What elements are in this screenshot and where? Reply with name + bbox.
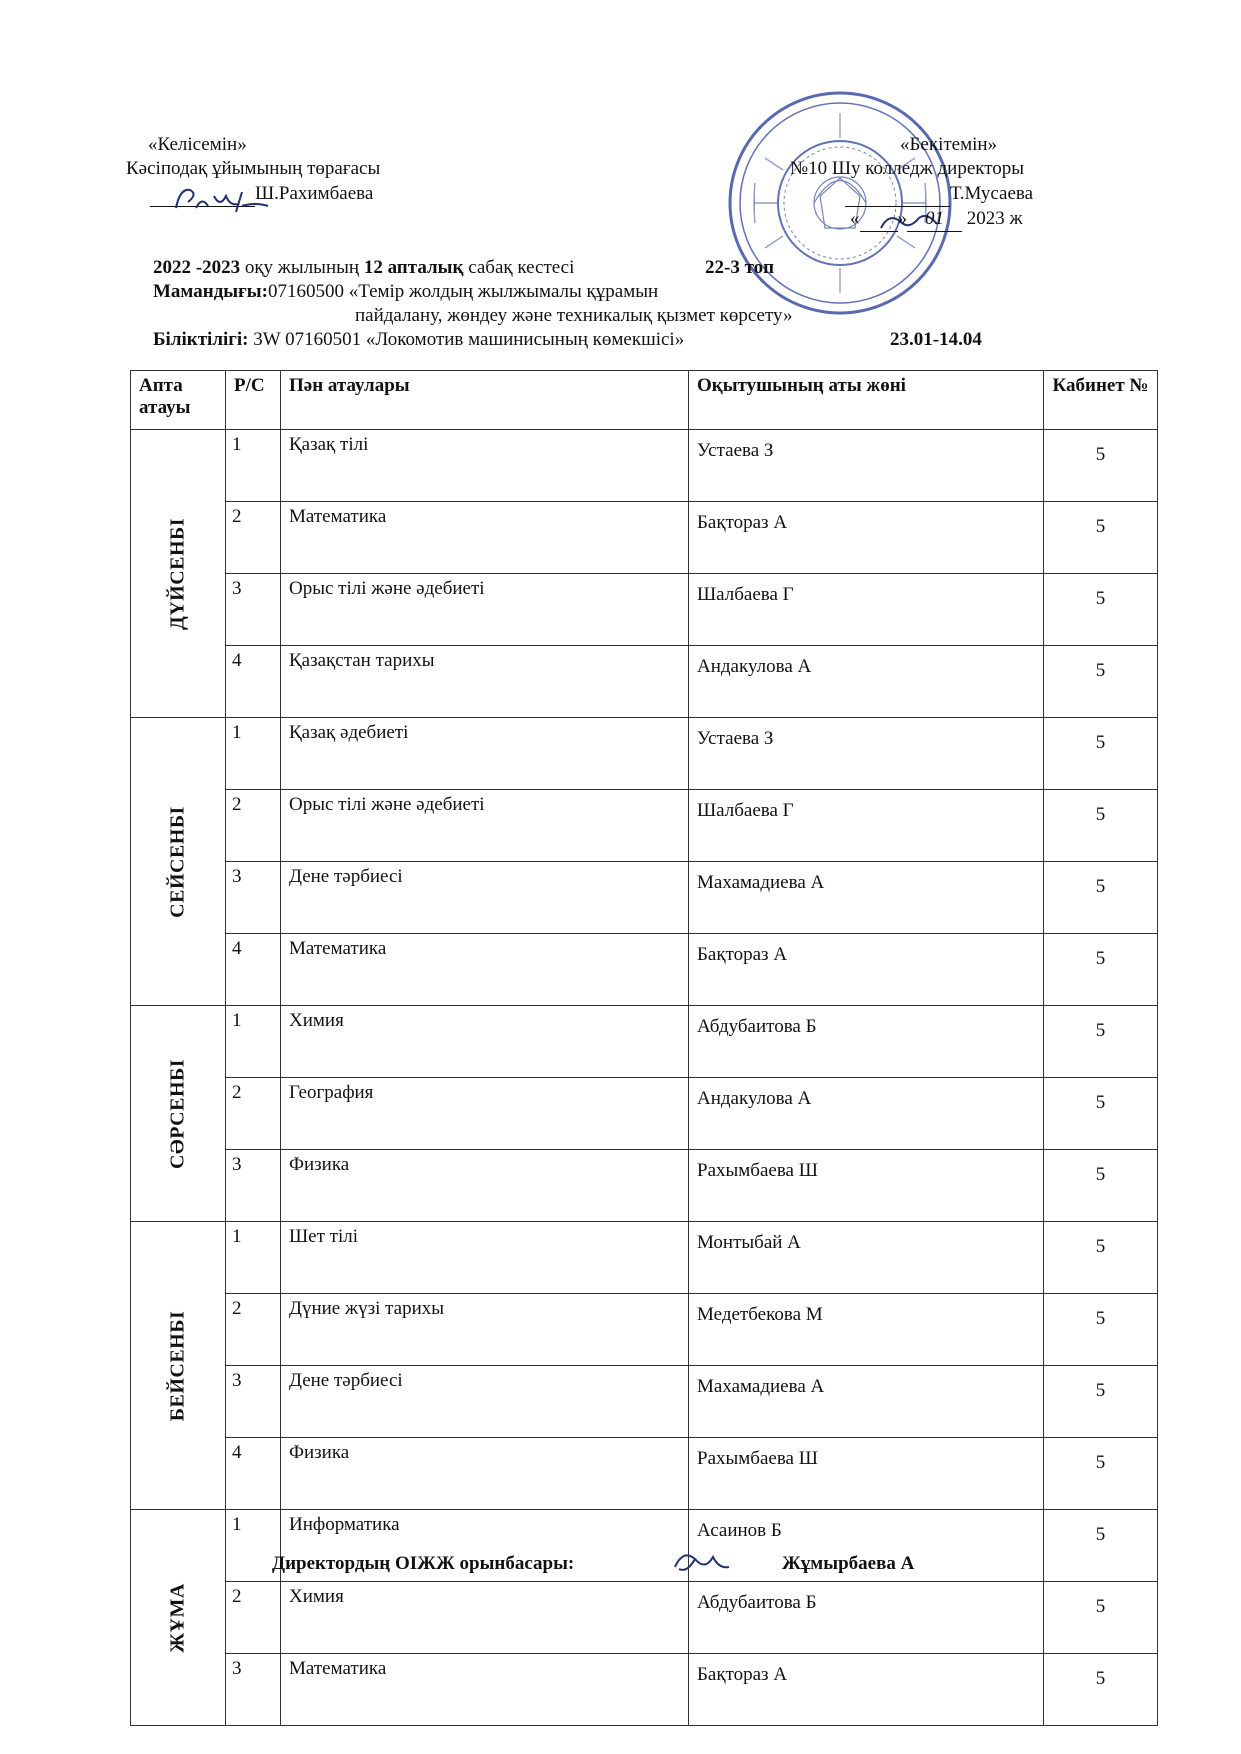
schedule-title bbox=[153, 256, 574, 280]
title-text-1: оқу жылының bbox=[240, 257, 364, 278]
schedule-period: 23.01-14.04 bbox=[890, 329, 982, 350]
subject-name: Дене тәрбиесі bbox=[281, 862, 689, 934]
lesson-number: 4 bbox=[226, 1438, 281, 1510]
day-cell bbox=[131, 1510, 226, 1726]
subject-name: Физика bbox=[281, 1438, 689, 1510]
approved-label: «Бекітемін» bbox=[900, 134, 998, 155]
table-row bbox=[131, 646, 1158, 718]
lesson-number: 2 bbox=[226, 1078, 281, 1150]
deputy-director-name: Жұмырбаева А bbox=[782, 1553, 915, 1574]
table-row bbox=[131, 1366, 1158, 1438]
director-role: №10 Шу колледж директоры bbox=[790, 158, 1025, 179]
teacher-name: Устаева З bbox=[689, 718, 1044, 790]
teacher-name: Бақтораз А bbox=[689, 1654, 1044, 1726]
teacher-name: Андакулова А bbox=[689, 1078, 1044, 1150]
teacher-name: Медетбекова М bbox=[689, 1294, 1044, 1366]
teacher-name: Андакулова А bbox=[689, 646, 1044, 718]
union-chair-name: Ш.Рахимбаева bbox=[255, 183, 374, 204]
room-number: 5 bbox=[1044, 502, 1158, 574]
day-name: БЕЙСЕНБІ bbox=[166, 1310, 189, 1421]
header-room: Кабинет № bbox=[1044, 371, 1158, 430]
day-name: СЕЙСЕНБІ bbox=[166, 805, 189, 918]
day-name: СӘРСЕНБІ bbox=[166, 1058, 189, 1169]
subject-name: Қазақстан тарихы bbox=[281, 646, 689, 718]
date-close-quote: » bbox=[897, 208, 907, 229]
teacher-name: Монтыбай А bbox=[689, 1222, 1044, 1294]
table-row bbox=[131, 1150, 1158, 1222]
teacher-name: Абдубаитова Б bbox=[689, 1006, 1044, 1078]
table-row bbox=[131, 502, 1158, 574]
table-row bbox=[131, 1078, 1158, 1150]
room-number: 5 bbox=[1044, 430, 1158, 502]
director-name: Т.Мусаева bbox=[950, 183, 1034, 204]
qualification-line bbox=[153, 328, 684, 352]
room-number: 5 bbox=[1044, 790, 1158, 862]
subject-name: Химия bbox=[281, 1006, 689, 1078]
lesson-number: 3 bbox=[226, 1654, 281, 1726]
day-blank bbox=[860, 207, 898, 232]
teacher-name: Бақтораз А bbox=[689, 502, 1044, 574]
deputy-director-role: Директордың ОІЖЖ орынбасары: bbox=[272, 1553, 575, 1574]
table-row bbox=[131, 430, 1158, 502]
table-row bbox=[131, 1438, 1158, 1510]
day-name: ЖҰМА bbox=[166, 1582, 189, 1653]
subject-name: Физика bbox=[281, 1150, 689, 1222]
schedule-table bbox=[130, 370, 1158, 1726]
room-number: 5 bbox=[1044, 862, 1158, 934]
subject-name: Қазақ тілі bbox=[281, 430, 689, 502]
table-row bbox=[131, 1294, 1158, 1366]
date-year: 2023 ж bbox=[966, 208, 1023, 229]
table-row bbox=[131, 574, 1158, 646]
lesson-number: 2 bbox=[226, 1294, 281, 1366]
union-chair-signature bbox=[168, 182, 278, 216]
room-number: 5 bbox=[1044, 1654, 1158, 1726]
specialty-value-cont: пайдалану, жөндеу және техникалық қызмет көрсету» bbox=[355, 305, 793, 326]
room-number: 5 bbox=[1044, 1006, 1158, 1078]
subject-name: Математика bbox=[281, 502, 689, 574]
teacher-name: Рахымбаева Ш bbox=[689, 1438, 1044, 1510]
table-row bbox=[131, 934, 1158, 1006]
specialty-line bbox=[153, 280, 658, 304]
lesson-number: 3 bbox=[226, 862, 281, 934]
table-row bbox=[131, 790, 1158, 862]
room-number: 5 bbox=[1044, 1150, 1158, 1222]
room-number: 5 bbox=[1044, 1438, 1158, 1510]
lesson-number: 2 bbox=[226, 502, 281, 574]
group-label: 22-3 топ bbox=[705, 257, 775, 278]
table-row bbox=[131, 718, 1158, 790]
lesson-number: 1 bbox=[226, 1006, 281, 1078]
header-subject: Пән атаулары bbox=[281, 371, 689, 430]
teacher-name: Бақтораз А bbox=[689, 934, 1044, 1006]
day-cell bbox=[131, 1222, 226, 1510]
date-open-quote: « bbox=[850, 208, 860, 229]
lesson-number: 2 bbox=[226, 790, 281, 862]
subject-name: Орыс тілі және әдебиеті bbox=[281, 790, 689, 862]
lesson-number: 4 bbox=[226, 934, 281, 1006]
lesson-number: 1 bbox=[226, 1222, 281, 1294]
room-number: 5 bbox=[1044, 646, 1158, 718]
subject-name: Шет тілі bbox=[281, 1222, 689, 1294]
deputy-director-signature bbox=[665, 1545, 735, 1579]
specialty-value: 07160500 «Темір жолдың жылжымалы құрамын bbox=[267, 281, 659, 302]
teacher-name: Устаева З bbox=[689, 430, 1044, 502]
header-teacher: Оқытушының аты жөні bbox=[689, 371, 1044, 430]
date-month: 01 bbox=[907, 207, 962, 232]
room-number: 5 bbox=[1044, 574, 1158, 646]
room-number: 5 bbox=[1044, 718, 1158, 790]
subject-name: Дене тәрбиесі bbox=[281, 1366, 689, 1438]
subject-name: Информатика bbox=[281, 1510, 689, 1582]
qualification-value: 3W 07160501 «Локомотив машинисының көмекшісі» bbox=[248, 329, 685, 350]
subject-name: Орыс тілі және әдебиеті bbox=[281, 574, 689, 646]
teacher-name: Махамадиева А bbox=[689, 1366, 1044, 1438]
subject-name: География bbox=[281, 1078, 689, 1150]
lesson-number: 2 bbox=[226, 1582, 281, 1654]
table-row bbox=[131, 862, 1158, 934]
academic-years: 2022 -2023 bbox=[153, 257, 241, 278]
subject-name: Математика bbox=[281, 934, 689, 1006]
subject-name: Қазақ әдебиеті bbox=[281, 718, 689, 790]
header-number: Р/С bbox=[226, 371, 281, 430]
table-row bbox=[131, 1582, 1158, 1654]
weeks-count: 12 апталық bbox=[363, 257, 464, 278]
table-row bbox=[131, 1222, 1158, 1294]
table-row bbox=[131, 1006, 1158, 1078]
room-number: 5 bbox=[1044, 1582, 1158, 1654]
signature-underline bbox=[845, 182, 950, 207]
specialty-label: Мамандығы: bbox=[153, 281, 268, 302]
lesson-number: 3 bbox=[226, 1150, 281, 1222]
day-cell bbox=[131, 430, 226, 718]
subject-name: Дүние жүзі тарихы bbox=[281, 1294, 689, 1366]
teacher-name: Рахымбаева Ш bbox=[689, 1150, 1044, 1222]
room-number: 5 bbox=[1044, 1510, 1158, 1582]
teacher-name: Шалбаева Г bbox=[689, 790, 1044, 862]
header-day: Апта атауы bbox=[131, 371, 226, 430]
lesson-number: 1 bbox=[226, 1510, 281, 1582]
lesson-number: 3 bbox=[226, 574, 281, 646]
title-text-2: сабақ кестесі bbox=[463, 257, 575, 278]
schedule-body bbox=[131, 430, 1158, 1726]
day-cell bbox=[131, 1006, 226, 1222]
subject-name: Химия bbox=[281, 1582, 689, 1654]
qualification-label: Біліктілігі: bbox=[153, 329, 249, 350]
director-signature-line bbox=[845, 182, 1033, 207]
lesson-number: 1 bbox=[226, 430, 281, 502]
lesson-number: 4 bbox=[226, 646, 281, 718]
teacher-name: Абдубаитова Б bbox=[689, 1582, 1044, 1654]
room-number: 5 bbox=[1044, 1222, 1158, 1294]
table-header-row bbox=[131, 371, 1158, 430]
teacher-name: Махамадиева А bbox=[689, 862, 1044, 934]
teacher-name: Шалбаева Г bbox=[689, 574, 1044, 646]
room-number: 5 bbox=[1044, 1294, 1158, 1366]
union-chair-role: Кәсіподақ ұйымының төрағасы bbox=[126, 158, 381, 179]
teacher-name: Асаинов Б bbox=[689, 1510, 1044, 1582]
day-cell bbox=[131, 718, 226, 1006]
room-number: 5 bbox=[1044, 1366, 1158, 1438]
lesson-number: 1 bbox=[226, 718, 281, 790]
table-row bbox=[131, 1654, 1158, 1726]
room-number: 5 bbox=[1044, 934, 1158, 1006]
day-name: ДҮЙСЕНБІ bbox=[166, 517, 189, 630]
room-number: 5 bbox=[1044, 1078, 1158, 1150]
lesson-number: 3 bbox=[226, 1366, 281, 1438]
subject-name: Математика bbox=[281, 1654, 689, 1726]
approval-date bbox=[850, 207, 1023, 232]
agreed-label: «Келісемін» bbox=[148, 134, 247, 155]
